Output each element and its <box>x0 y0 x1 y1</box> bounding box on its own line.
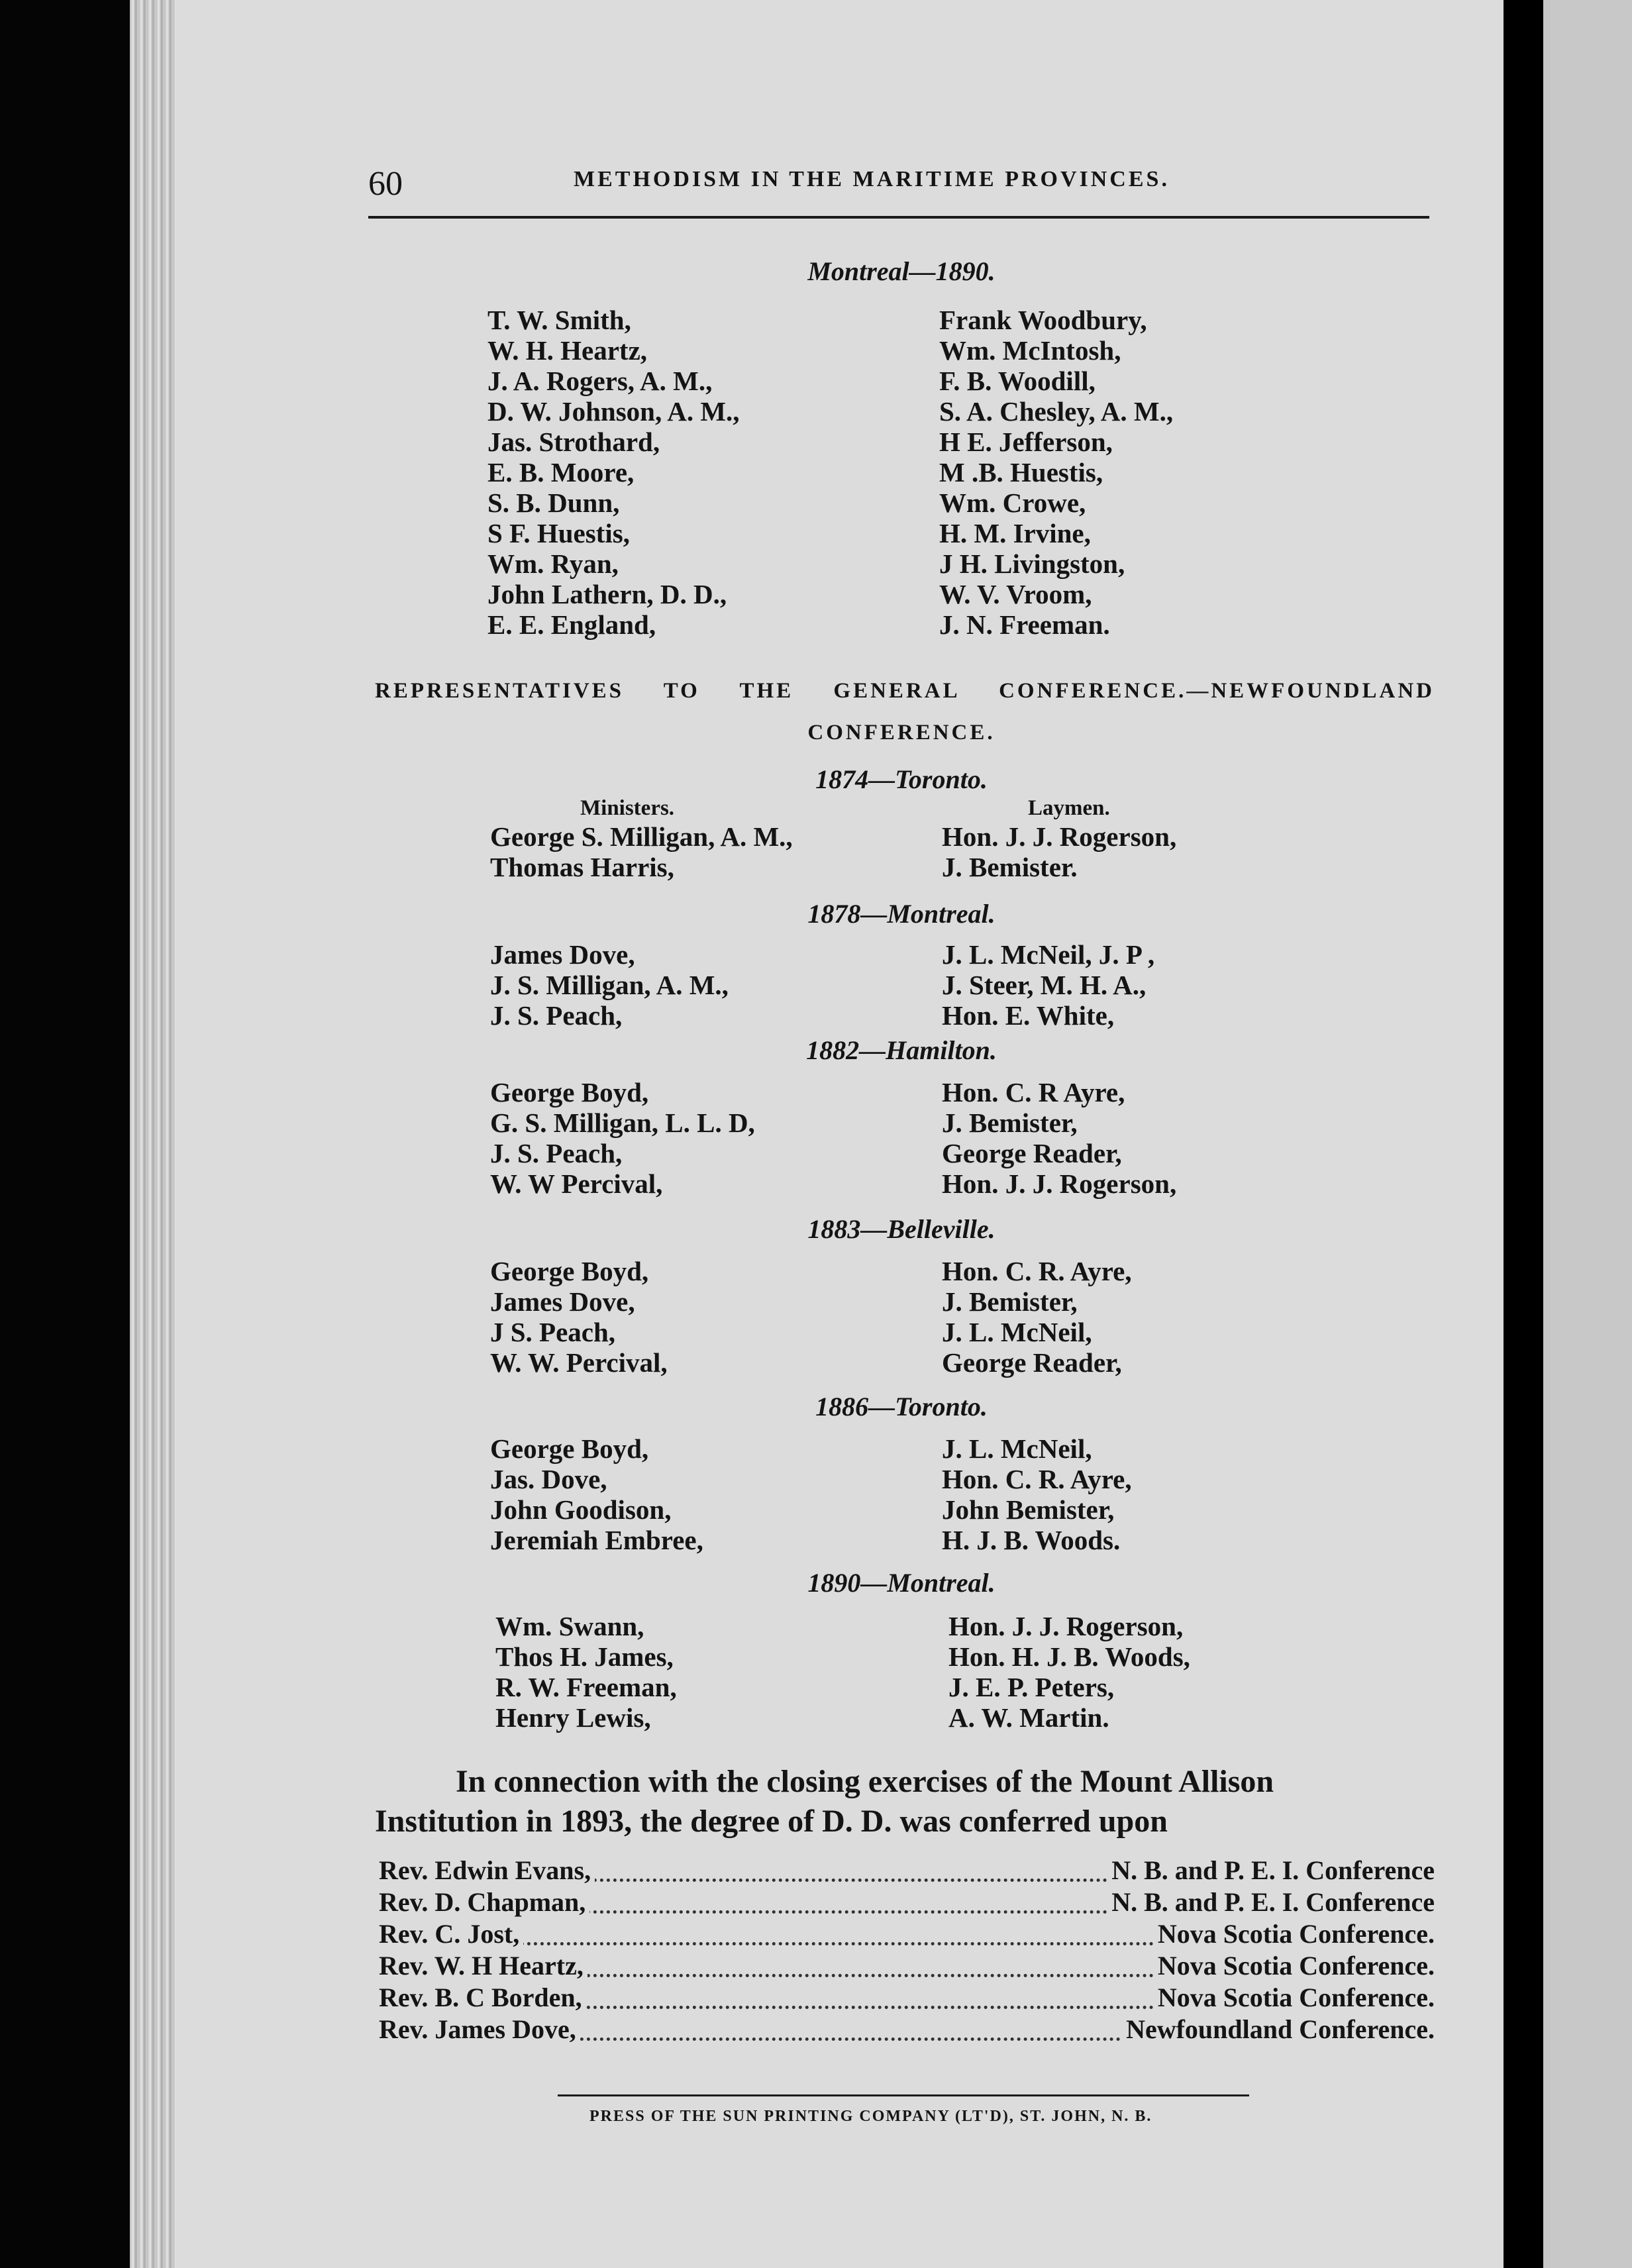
name-line: J. A. Rogers, A. M., <box>487 366 713 396</box>
section-heading-1874-toronto: 1874—Toronto. <box>815 764 988 794</box>
name-line: W. H. Heartz, <box>487 335 648 366</box>
name-line: J. Bemister, <box>942 1108 1078 1138</box>
name-line: E. B. Moore, <box>487 457 635 488</box>
laymen-label: Laymen. <box>1028 796 1110 820</box>
name-line: J. Bemister, <box>942 1286 1078 1317</box>
name-line: George Boyd, <box>490 1256 649 1286</box>
name-line: Hon. H. J. B. Woods, <box>948 1641 1190 1672</box>
name-line: J. L. McNeil, <box>942 1433 1092 1464</box>
recipient-conference: Newfoundland Conference. <box>1122 2014 1439 2045</box>
recipient-conference: N. B. and P. E. I. Conference <box>1107 1855 1439 1886</box>
section-heading-1878-montreal: 1878—Montreal. <box>807 899 995 929</box>
name-line: J. Steer, M. H. A., <box>942 970 1147 1000</box>
name-line: Wm. Ryan, <box>487 548 619 579</box>
recipient-name: Rev. C. Jost, <box>375 1918 523 1949</box>
name-line: T. W. Smith, <box>487 305 631 335</box>
name-line: M .B. Huestis, <box>939 457 1103 488</box>
book-gutter <box>1504 0 1543 2268</box>
recipient-conference: Nova Scotia Conference. <box>1154 1950 1439 1981</box>
section-heading-1890-montreal: 1890—Montreal. <box>807 1568 995 1598</box>
name-line: Frank Woodbury, <box>939 305 1147 335</box>
name-line: J. S. Milligan, A. M., <box>490 970 729 1000</box>
name-line: H E. Jefferson, <box>939 427 1113 457</box>
recipient-name: Rev. James Dove, <box>375 2014 580 2045</box>
name-line: George S. Milligan, A. M., <box>490 821 793 852</box>
recipient-name: Rev. Edwin Evans, <box>375 1855 595 1886</box>
session-ministers-column <box>490 1077 755 1199</box>
recipient-name: Rev. B. C Borden, <box>375 1982 586 2013</box>
session-laymen-column <box>942 821 1176 882</box>
name-line: H. J. B. Woods. <box>942 1525 1121 1555</box>
degree-row <box>375 1855 1439 1885</box>
recipient-conference: Nova Scotia Conference. <box>1154 1918 1439 1949</box>
name-line: John Goodison, <box>490 1494 672 1525</box>
session-laymen-column <box>942 1256 1132 1378</box>
session-laymen-column <box>942 1077 1176 1199</box>
section-heading-1886-toronto: 1886—Toronto. <box>815 1392 988 1421</box>
name-line: George Boyd, <box>490 1077 649 1108</box>
footer-rule <box>558 2094 1249 2096</box>
page-number: 60 <box>368 165 403 203</box>
name-line: Hon. C. R Ayre, <box>942 1077 1125 1108</box>
name-line: Henry Lewis, <box>495 1702 651 1733</box>
name-line: W. W. Percival, <box>490 1347 668 1378</box>
printer-imprint: PRESS OF THE SUN PRINTING COMPANY (LT'D), ST. JOHN, N. B. <box>589 2108 1152 2125</box>
name-line: A. W. Martin. <box>948 1702 1109 1733</box>
recipient-conference: Nova Scotia Conference. <box>1154 1982 1439 2013</box>
name-line: James Dove, <box>490 939 635 970</box>
name-line: J. S. Peach, <box>490 1138 623 1168</box>
name-line: Hon. J. J. Rogerson, <box>942 821 1177 852</box>
name-line: S F. Huestis, <box>487 518 630 548</box>
degrees-paragraph-line-1: In connection with the closing exercises of the Mount Allison <box>456 1764 1274 1799</box>
degree-row <box>375 1918 1439 1949</box>
name-line: John Lathern, D. D., <box>487 579 727 609</box>
facing-page <box>1543 0 1632 2268</box>
name-line: Hon. J. J. Rogerson, <box>948 1611 1184 1641</box>
name-line: R. W. Freeman, <box>495 1672 677 1702</box>
name-line: J. E. P. Peters, <box>948 1672 1115 1702</box>
name-line: Jas. Strothard, <box>487 427 660 457</box>
recipient-name: Rev. W. H Heartz, <box>375 1950 587 1981</box>
name-line: J. L. McNeil, J. P , <box>942 939 1155 970</box>
name-line: John Bemister, <box>942 1494 1115 1525</box>
name-line: W. W Percival, <box>490 1168 663 1199</box>
degree-row <box>375 1982 1439 2012</box>
name-line: Wm. Swann, <box>495 1611 644 1641</box>
name-line: J. Bemister. <box>942 852 1078 882</box>
name-line: Thos H. James, <box>495 1641 674 1672</box>
montreal-1890-left-column <box>487 305 740 640</box>
name-line: D. W. Johnson, A. M., <box>487 396 740 427</box>
degrees-paragraph-line-2: Institution in 1893, the degree of D. D. was conferred upon <box>375 1804 1168 1839</box>
section-heading-1882-hamilton: 1882—Hamilton. <box>806 1035 997 1065</box>
name-line: Thomas Harris, <box>490 852 674 882</box>
name-line: J H. Livingston, <box>939 548 1125 579</box>
name-line: J. L. McNeil, <box>942 1317 1092 1347</box>
session-ministers-column <box>490 1433 703 1555</box>
name-line: J. N. Freeman. <box>939 609 1110 640</box>
name-line: George Reader, <box>942 1138 1122 1168</box>
name-line: Wm. McIntosh, <box>939 335 1121 366</box>
name-line: Wm. Crowe, <box>939 488 1086 518</box>
degree-row <box>375 2014 1439 2044</box>
section-heading-montreal-1890: Montreal—1890. <box>807 256 995 286</box>
recipient-conference: N. B. and P. E. I. Conference <box>1107 1886 1439 1918</box>
name-line: Hon. E. White, <box>942 1000 1115 1031</box>
name-line: S. A. Chesley, A. M., <box>939 396 1174 427</box>
recipient-name: Rev. D. Chapman, <box>375 1886 589 1918</box>
ministers-label: Ministers. <box>580 796 675 820</box>
name-line: George Reader, <box>942 1347 1122 1378</box>
name-line: J. S. Peach, <box>490 1000 623 1031</box>
name-line: Jeremiah Embree, <box>490 1525 703 1555</box>
name-line: H. M. Irvine, <box>939 518 1091 548</box>
montreal-1890-right-column <box>939 305 1173 640</box>
name-line: Hon. C. R. Ayre, <box>942 1464 1132 1494</box>
session-ministers-column <box>490 821 793 882</box>
running-title: METHODISM IN THE MARITIME PROVINCES. <box>574 167 1170 191</box>
name-line: W. V. Vroom, <box>939 579 1092 609</box>
degree-row <box>375 1886 1439 1917</box>
name-line: Jas. Dove, <box>490 1464 607 1494</box>
name-line: F. B. Woodill, <box>939 366 1096 396</box>
name-line: Hon. J. J. Rogerson, <box>942 1168 1177 1199</box>
page-edges <box>130 0 176 2268</box>
representatives-heading-continued: CONFERENCE. <box>807 721 995 745</box>
representatives-heading: REPRESENTATIVES TO THE GENERAL CONFERENCE.—NEWFOUNDLAND <box>375 679 1435 703</box>
name-line: James Dove, <box>490 1286 635 1317</box>
session-ministers-column <box>490 939 729 1031</box>
name-line: G. S. Milligan, L. L. D, <box>490 1108 755 1138</box>
section-heading-1883-belleville: 1883—Belleville. <box>807 1214 995 1244</box>
session-ministers-column <box>495 1611 677 1733</box>
name-line: E. E. England, <box>487 609 656 640</box>
name-line: George Boyd, <box>490 1433 649 1464</box>
degree-row <box>375 1950 1439 1981</box>
session-ministers-column <box>490 1256 668 1378</box>
session-laymen-column <box>942 1433 1132 1555</box>
name-line: Hon. C. R. Ayre, <box>942 1256 1132 1286</box>
header-rule <box>368 216 1429 219</box>
name-line: J S. Peach, <box>490 1317 616 1347</box>
session-laymen-column <box>942 939 1154 1031</box>
session-laymen-column <box>948 1611 1190 1733</box>
name-line: S. B. Dunn, <box>487 488 620 518</box>
